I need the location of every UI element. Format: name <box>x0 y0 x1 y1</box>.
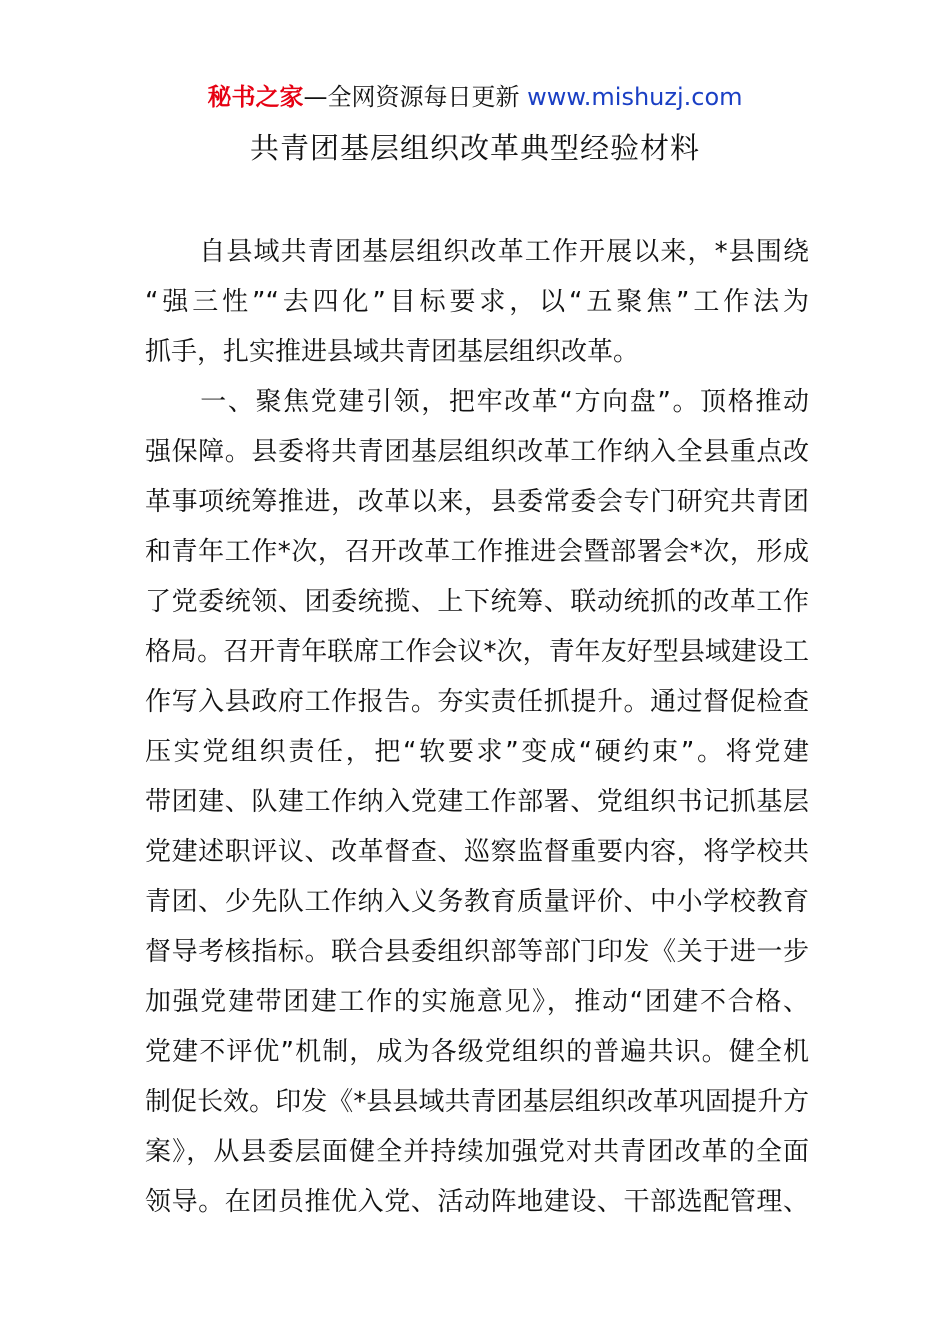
text-line: 强保障。县委将共青团基层组织改革工作纳入全县重点改 <box>145 437 809 467</box>
text-line: 革事项统筹推进，改革以来，县委常委会专门研究共青团 <box>145 487 809 517</box>
text-line: 党建不评优”机制，成为各级党组织的普遍共识。健全机 <box>145 1037 809 1067</box>
text-line: 领导。在团员推优入党、活动阵地建设、干部选配管理、 <box>145 1187 809 1217</box>
site-brand: 秘书之家 <box>207 83 304 111</box>
text-line: 自县域共青团基层组织改革工作开展以来，*县围绕 <box>145 237 809 267</box>
paragraph-intro <box>145 227 809 377</box>
text-line: 和青年工作*次，召开改革工作推进会暨部署会*次，形成 <box>145 537 809 567</box>
text-line: 作写入县政府工作报告。夯实责任抓提升。通过督促检查 <box>145 687 809 717</box>
text-line: “强三性”“去四化”目标要求，以“五聚焦”工作法为 <box>145 287 809 317</box>
text-line: 青团、少先队工作纳入义务教育质量评价、中小学校教育 <box>145 887 809 917</box>
text-line: 督导考核指标。联合县委组织部等部门印发《关于进一步 <box>145 937 809 967</box>
text-line: 了党委统领、团委统揽、上下统筹、联动统抓的改革工作 <box>145 587 809 617</box>
paragraph-section-one <box>145 377 809 1227</box>
text-line: 带团建、队建工作纳入党建工作部署、党组织书记抓基层 <box>145 787 809 817</box>
text-line: 压实党组织责任，把“软要求”变成“硬约束”。将党建 <box>145 737 809 767</box>
text-line: 制促长效。印发《*县县域共青团基层组织改革巩固提升方 <box>145 1087 809 1117</box>
document-title: 共青团基层组织改革典型经验材料 <box>249 131 700 165</box>
site-tagline: —全网资源每日更新 <box>303 83 520 111</box>
text-line: 格局。召开青年联席工作会议*次，青年友好型县域建设工 <box>145 637 809 667</box>
document-body <box>145 227 809 1227</box>
text-line: 加强党建带团建工作的实施意见》，推动“团建不合格、 <box>145 987 809 1017</box>
text-line: 案》，从县委层面健全并持续加强党对共青团改革的全面 <box>145 1137 809 1167</box>
site-url-link[interactable]: www.mishuzj.com <box>527 83 743 111</box>
text-line: 一、聚焦党建引领，把牢改革“方向盘”。顶格推动 <box>145 387 809 417</box>
text-line: 党建述职评议、改革督查、巡察监督重要内容，将学校共 <box>145 837 809 867</box>
text-line: 抓手，扎实推进县域共青团基层组织改革。 <box>145 337 640 367</box>
site-header <box>0 80 950 114</box>
